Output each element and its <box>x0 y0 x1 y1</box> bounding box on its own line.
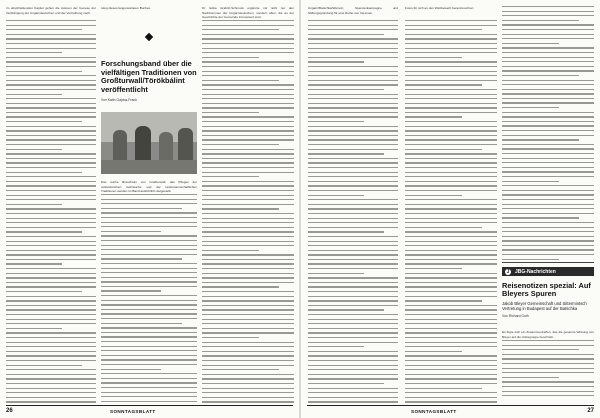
right-column-3-top <box>502 6 594 262</box>
diamond-ornament-icon <box>145 33 153 41</box>
left-page-footer <box>0 405 299 414</box>
news-article-header <box>502 282 594 318</box>
news-body-text: Es fügte sich ein Zusammentreffen, das die gesamte Wirkung von Bleyer auf die Volksgruppe beschrieb. <box>502 330 594 339</box>
article-byline: Von Katin Gajdos-Frank <box>101 98 137 103</box>
column-2-intro: tulog dieses langerwarteten Buches. <box>101 6 151 10</box>
right-column-1-body <box>308 20 398 404</box>
right-page-footer <box>301 405 600 414</box>
right-page <box>301 0 600 418</box>
section-rule <box>502 262 594 263</box>
news-section-label: JBG-Nachrichten <box>515 268 556 275</box>
group-photo <box>101 112 197 174</box>
column-1-text: Im abschließenden Kapitel gehen die Autoren der Genese der Verdrängung der Ungarndeutschen und der Vertreibung nach. <box>6 6 96 15</box>
page-number: 26 <box>6 408 13 414</box>
news-byline: Von Richard Guth <box>502 314 529 319</box>
column-2-top <box>101 6 197 36</box>
masthead: SONNTAGSBLATT <box>411 409 457 414</box>
column-1 <box>6 6 96 404</box>
right-column-3-body <box>502 6 594 262</box>
column-2 <box>101 180 197 404</box>
news-body-column <box>502 330 594 400</box>
right-column-1 <box>308 6 398 404</box>
column-1-body <box>6 20 96 404</box>
news-headline: Reisenotizen spezial: Auf Bleyers Spuren <box>502 281 591 299</box>
column-2-text: Das reiche Brauchtum von Großturwall, das Pflegen der volkstümlichen Gebräuche und der landsmannschaftlichen Traditionen werden im Band ausführlich dargestellt. <box>101 180 197 194</box>
news-body-lines <box>502 340 594 400</box>
right-column-2-body <box>405 20 497 404</box>
column-3-text: Dr. Erika Grabitz-Schmuck ergänzte mit nicht nur den Nachkommen der Ungarndeutschen, sondern allen, die an der Geschichte der Gemeinde interessiert sind. <box>202 6 294 20</box>
article-header <box>101 34 197 102</box>
column-3 <box>202 6 294 404</box>
column-3-body <box>202 20 294 404</box>
right-column-1-text: Ungarn/Batschka/Weinort, Spendenkampagne und Stiftungsgründung für eine Reihe von Vereinen. <box>308 6 398 15</box>
news-section-header <box>502 267 594 276</box>
masthead: SONNTAGSBLATT <box>110 409 156 414</box>
article-headline: Forschungsband über die vielfältigen Traditionen von Großturwall/Törökbálint veröffentlicht <box>101 59 197 94</box>
left-page <box>0 0 299 418</box>
right-column-2-text: Fotos für sich an den Wettbewerb heranzureichen. <box>405 6 475 10</box>
jbg-logo-icon: J <box>506 268 510 275</box>
column-2-body <box>101 194 197 404</box>
right-column-2 <box>405 6 497 404</box>
page-number: 27 <box>587 408 594 414</box>
news-subheadline: Jakob Bleyer Gemeinschaft und Sittermintsch Vertretung in Budapest auf der Batschka <box>502 300 587 312</box>
